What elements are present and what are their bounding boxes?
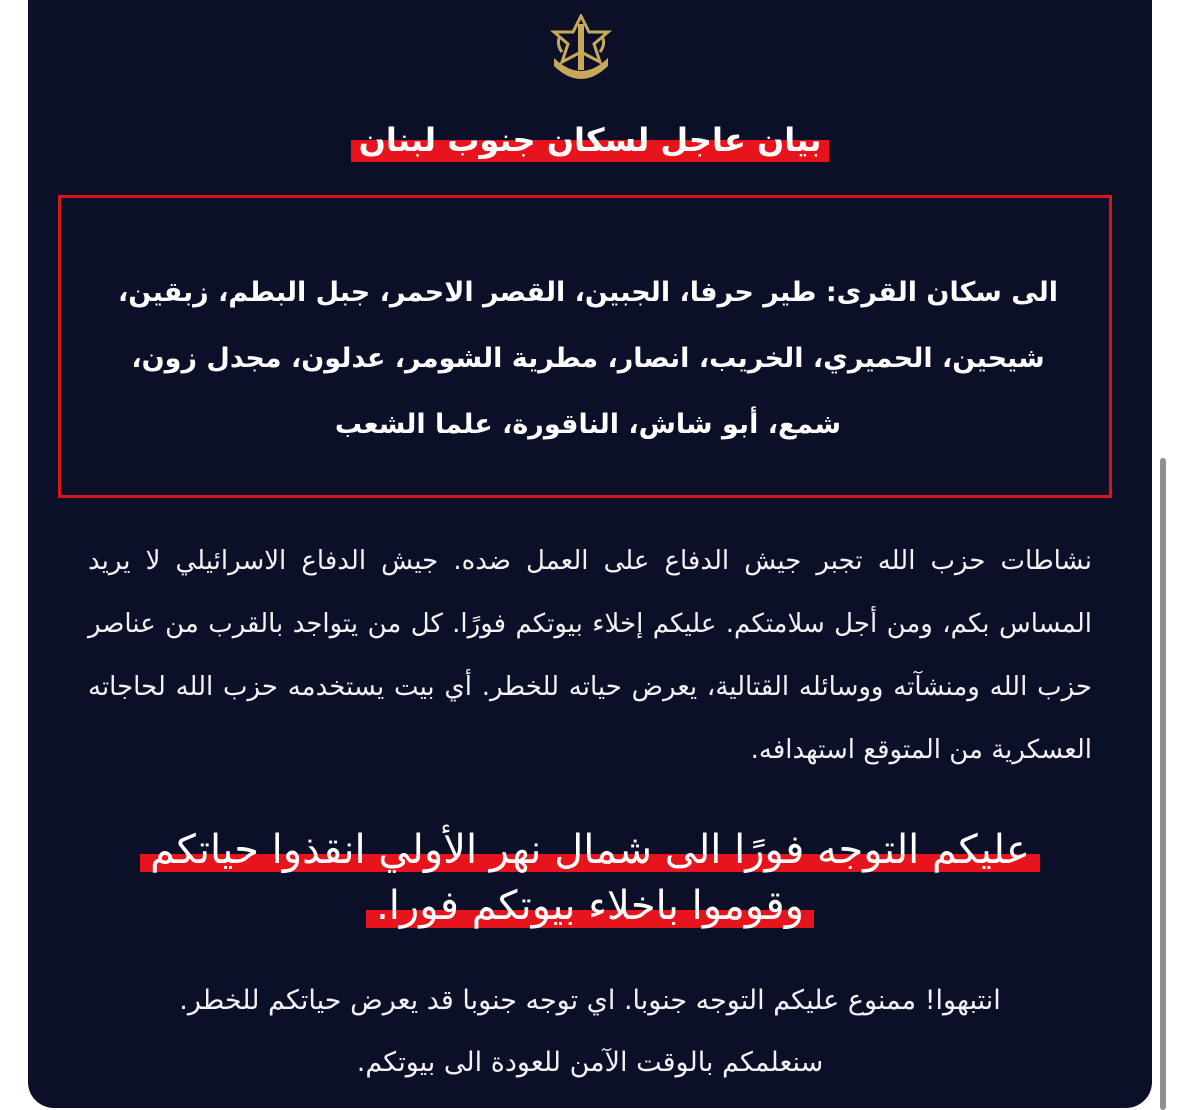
idf-emblem-icon [546,14,616,90]
warning-line-2: سنعلمكم بالوقت الآمن للعودة الى بيوتكم. [356,1047,824,1078]
warning-text [68,970,1112,1094]
scrollbar[interactable] [1160,458,1166,1110]
body-paragraph: نشاطات حزب الله تجبر جيش الدفاع على العمل ضده. جيش الدفاع الاسرائيلي لا يريد المساس بكم، ومن أجل سلامتكم. عليكم إخلاء بيوتكم فورًا. كل من يتواجد بالقرب من عناصر حزب الله ومنشآته ووسائله القتالية، يعرض حياته للخطر. أي بيت يستخدمه حزب الله لحاجاته العسكرية من المتوقع استهدافه. [88,546,1092,765]
headline-line-2: وقوموا باخلاء بيوتكم فورا. [370,878,810,934]
title-container [28,120,1152,160]
villages-list: الى سكان القرى: طير حرفا، الجبين، القصر الاحمر، جبل البطم، زبقين، شيحين، الحميري، الخريب، انصار، مطرية الشومر، عدلون، مجدل زون، شمع، أبو شاش، الناقورة، علما الشعب [118,277,1058,440]
evacuation-headline [28,822,1152,934]
warning-line-1: انتبهوا! ممنوع عليكم التوجه جنوبا. اي توجه جنوبا قد يعرض حياتكم للخطر. [179,985,1001,1016]
announcement-title: بيان عاجل لسكان جنوب لبنان [353,120,828,160]
headline-line-1: عليكم التوجه فورًا الى شمال نهر الأولي انقذوا حياتكم [144,822,1036,878]
villages-box [58,195,1112,498]
announcement-card [28,0,1152,1108]
